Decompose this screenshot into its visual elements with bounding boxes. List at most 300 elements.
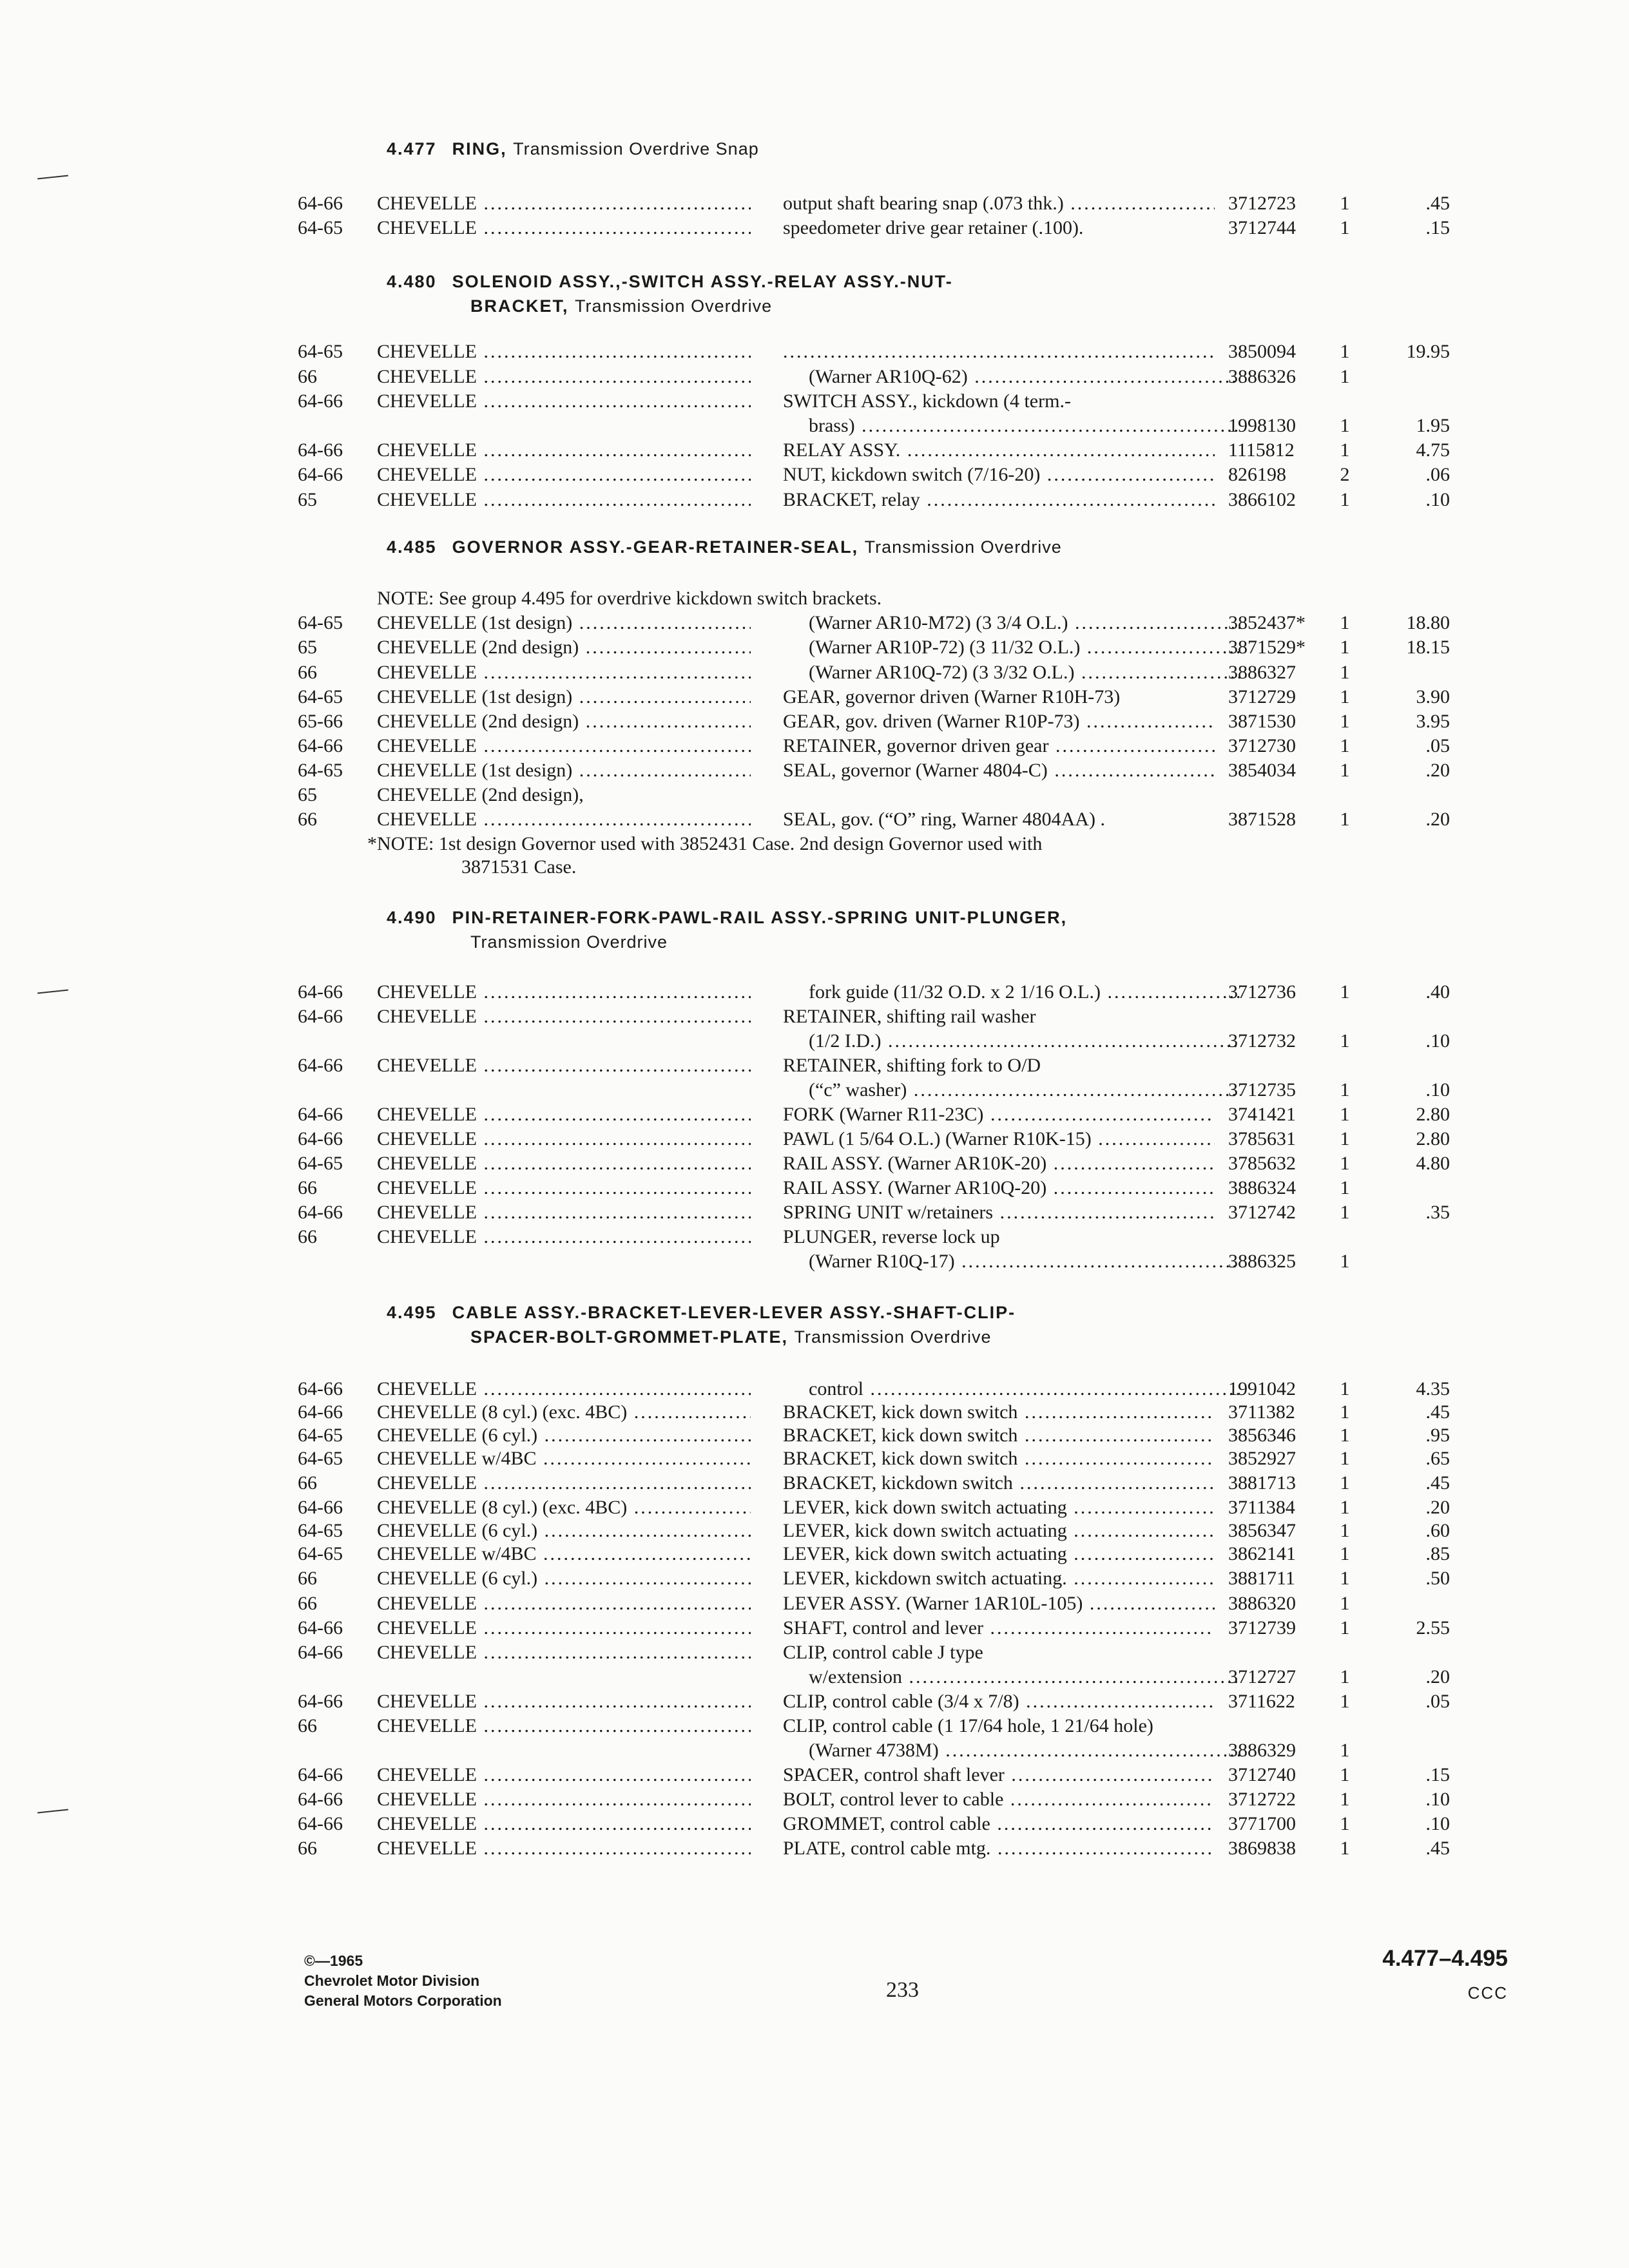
part-number: 3856347	[1228, 1520, 1296, 1541]
part-number: 3771700	[1228, 1813, 1296, 1834]
model: CHEVELLE .....	[377, 216, 751, 240]
description: SWITCH ASSY., kickdown (4 term.-	[783, 390, 1071, 412]
quantity: 1	[1340, 1030, 1350, 1052]
part-number: 3854034	[1228, 760, 1296, 781]
quantity: 1	[1340, 217, 1350, 238]
price: .40	[1425, 981, 1450, 1003]
year-range: 64-65	[298, 760, 343, 781]
part-row	[0, 1151, 1629, 1176]
part-number: 3711622	[1228, 1691, 1295, 1712]
division: Chevrolet Motor Division	[304, 1972, 480, 1989]
section-title	[387, 269, 1353, 318]
section-number: 4.495	[387, 1303, 437, 1322]
part-number: 3856346	[1228, 1425, 1296, 1446]
description: (Warner AR10P-72) (3 11/32 O.L.) .....	[783, 635, 1240, 660]
price: .65	[1425, 1448, 1450, 1469]
quantity: 1	[1340, 1789, 1350, 1810]
corporation: General Motors Corporation	[304, 1992, 502, 2009]
price: .15	[1425, 1764, 1450, 1785]
quantity: 1	[1340, 1153, 1350, 1174]
part-row	[0, 1836, 1629, 1861]
part-number: 3871528	[1228, 809, 1296, 830]
model: CHEVELLE .....	[377, 1053, 751, 1078]
part-number: 3712739	[1228, 1617, 1296, 1639]
price: .85	[1425, 1543, 1450, 1564]
description: CLIP, control cable (1 17/64 hole, 1 21/64 hole)	[783, 1715, 1153, 1736]
part-number: 3886324	[1228, 1177, 1296, 1198]
quantity: 1	[1340, 1813, 1350, 1834]
quantity: 1	[1340, 1764, 1350, 1785]
part-number: 3871530	[1228, 711, 1296, 732]
description: LEVER, kickdown switch actuating. .....	[783, 1566, 1215, 1591]
section-title	[387, 137, 1353, 161]
year-range: 64-65	[298, 1543, 343, 1564]
part-number: 3712744	[1228, 217, 1296, 238]
price: 18.80	[1406, 612, 1450, 633]
copyright: ©—1965	[304, 1952, 363, 1969]
part-row	[0, 1423, 1629, 1448]
year-range: 66	[298, 662, 317, 683]
price: .20	[1425, 1666, 1450, 1687]
description: RELAY ASSY. .....	[783, 438, 1215, 463]
price: 2.55	[1416, 1617, 1450, 1639]
description: (1/2 I.D.) .....	[783, 1029, 1240, 1053]
part-number: 3712730	[1228, 735, 1296, 756]
year-range: 64-66	[298, 1202, 343, 1223]
part-number: 3886329	[1228, 1740, 1296, 1761]
part-row	[0, 758, 1629, 783]
part-number: 3862141	[1228, 1543, 1296, 1564]
description: PLUNGER, reverse lock up	[783, 1226, 1000, 1247]
quantity: 1	[1340, 366, 1350, 387]
price: 18.15	[1406, 637, 1450, 658]
quantity: 1	[1340, 1497, 1350, 1518]
model: CHEVELLE .....	[377, 1127, 751, 1151]
part-row	[0, 660, 1629, 685]
model: CHEVELLE .....	[377, 1377, 751, 1401]
part-row	[0, 191, 1629, 216]
part-number: 3785632	[1228, 1153, 1296, 1174]
model: CHEVELLE (8 cyl.) (exc. 4BC) .....	[377, 1495, 751, 1520]
model: CHEVELLE w/4BC .....	[377, 1446, 751, 1471]
part-number: 3712735	[1228, 1079, 1296, 1100]
part-number: 3886320	[1228, 1593, 1296, 1614]
price: .45	[1425, 1838, 1450, 1859]
description: SPACER, control shaft lever .....	[783, 1763, 1215, 1787]
description: NUT, kickdown switch (7/16-20) .....	[783, 463, 1215, 487]
year-range: 65	[298, 489, 317, 510]
quantity: 1	[1340, 981, 1350, 1003]
model: CHEVELLE (6 cyl.) .....	[377, 1566, 751, 1591]
footnote-line: 3871531 Case.	[461, 856, 577, 878]
description: (“c” washer) .....	[783, 1078, 1240, 1102]
part-number: 3741421	[1228, 1104, 1296, 1125]
section-subheading: Transmission Overdrive Snap	[513, 139, 759, 159]
description: FORK (Warner R11-23C) .....	[783, 1102, 1215, 1127]
year-range: 64-66	[298, 1789, 343, 1810]
section-heading: RING,	[452, 139, 507, 159]
year-range: 66	[298, 366, 317, 387]
year-range: 66	[298, 1715, 317, 1736]
model: CHEVELLE .....	[377, 1787, 751, 1812]
part-number: 3711384	[1228, 1497, 1295, 1518]
year-range: 64-66	[298, 1764, 343, 1785]
price: .20	[1425, 1497, 1450, 1518]
quantity: 1	[1340, 1251, 1350, 1272]
description: SHAFT, control and lever .....	[783, 1616, 1215, 1640]
year-range: 66	[298, 809, 317, 830]
year-range: 64-66	[298, 1055, 343, 1076]
year-range: 64-66	[298, 1642, 343, 1663]
price: .10	[1425, 1789, 1450, 1810]
quantity: 1	[1340, 711, 1350, 732]
year-range: 65	[298, 637, 317, 658]
quantity: 1	[1340, 1202, 1350, 1223]
description: BRACKET, kick down switch .....	[783, 1423, 1215, 1448]
part-number: 3850094	[1228, 341, 1296, 362]
model: CHEVELLE .....	[377, 488, 751, 512]
section-subheading: Transmission Overdrive	[470, 932, 668, 952]
price: .15	[1425, 217, 1450, 238]
year-range: 64-66	[298, 1813, 343, 1834]
year-range: 66	[298, 1593, 317, 1614]
section-subheading: Transmission Overdrive	[575, 296, 773, 316]
quantity: 1	[1340, 1740, 1350, 1761]
part-number: 3886325	[1228, 1251, 1296, 1272]
part-row	[0, 1225, 1629, 1249]
part-row	[0, 488, 1629, 512]
year-range: 66	[298, 1226, 317, 1247]
year-range: 64-65	[298, 612, 343, 633]
year-range: 66	[298, 1838, 317, 1859]
description: LEVER, kick down switch actuating .....	[783, 1519, 1215, 1543]
part-number: 1115812	[1228, 439, 1295, 461]
description: (Warner 4738M) .....	[783, 1738, 1240, 1763]
part-row	[0, 1616, 1629, 1640]
price: 1.95	[1416, 415, 1450, 436]
part-number: 3886327	[1228, 662, 1296, 683]
part-row	[0, 340, 1629, 364]
quantity: 1	[1340, 439, 1350, 461]
quantity: 1	[1340, 1666, 1350, 1687]
model: CHEVELLE .....	[377, 1176, 751, 1200]
part-number: 3712740	[1228, 1764, 1296, 1785]
quantity: 1	[1340, 662, 1350, 683]
price: 3.95	[1416, 711, 1450, 732]
publisher-block	[304, 1951, 502, 2011]
part-row-cont	[0, 1078, 1629, 1102]
quantity: 1	[1340, 735, 1350, 756]
year-range: 64-66	[298, 1378, 343, 1399]
page-number: 233	[886, 1978, 919, 2002]
model: CHEVELLE .....	[377, 365, 751, 389]
quantity: 1	[1340, 1448, 1350, 1469]
description: LEVER ASSY. (Warner 1AR10L-105) .....	[783, 1591, 1215, 1616]
part-number: 3881711	[1228, 1568, 1295, 1589]
year-range: 65-66	[298, 711, 343, 732]
part-number: 3869838	[1228, 1838, 1296, 1859]
price: .60	[1425, 1520, 1450, 1541]
part-number: 3712736	[1228, 981, 1296, 1003]
part-row	[0, 1127, 1629, 1151]
model: CHEVELLE .....	[377, 1640, 751, 1665]
part-row	[0, 783, 1629, 807]
part-number: 3712722	[1228, 1789, 1296, 1810]
model: CHEVELLE .....	[377, 1836, 751, 1861]
quantity: 1	[1340, 1177, 1350, 1198]
section-number: 4.485	[387, 537, 437, 557]
quantity: 1	[1340, 637, 1350, 658]
quantity: 1	[1340, 1838, 1350, 1859]
description: (Warner AR10Q-62) .....	[783, 365, 1240, 389]
model: CHEVELLE .....	[377, 1004, 751, 1029]
model: CHEVELLE (1st design) .....	[377, 758, 751, 783]
description: SEAL, governor (Warner 4804-C) .....	[783, 758, 1215, 783]
year-range: 64-65	[298, 1425, 343, 1446]
year-range: 64-65	[298, 341, 343, 362]
part-row	[0, 1787, 1629, 1812]
quantity: 1	[1340, 193, 1350, 214]
part-row-cont	[0, 1665, 1629, 1689]
description: RETAINER, governor driven gear .....	[783, 734, 1215, 758]
year-range: 64-66	[298, 464, 343, 485]
part-row	[0, 1591, 1629, 1616]
description: PAWL (1 5/64 O.L.) (Warner R10K-15) .....	[783, 1127, 1215, 1151]
year-range: 65	[298, 784, 317, 805]
section-title	[387, 905, 1353, 954]
description: GEAR, gov. driven (Warner R10P-73) .....	[783, 709, 1215, 734]
quantity: 1	[1340, 1593, 1350, 1614]
part-number: 3852437*	[1228, 612, 1306, 633]
model: CHEVELLE .....	[377, 340, 751, 364]
quantity: 1	[1340, 1401, 1350, 1423]
part-row	[0, 1714, 1629, 1738]
description: LEVER, kick down switch actuating .....	[783, 1495, 1215, 1520]
year-range: 64-65	[298, 1520, 343, 1541]
part-number: 3711382	[1228, 1401, 1295, 1423]
description: brass) .....	[783, 414, 1240, 438]
quantity: 1	[1340, 612, 1350, 633]
part-number: 1998130	[1228, 415, 1296, 436]
year-range: 64-66	[298, 193, 343, 214]
year-range: 66	[298, 1568, 317, 1589]
description: RETAINER, shifting rail washer	[783, 1006, 1036, 1027]
price: 3.90	[1416, 686, 1450, 707]
section-heading: CABLE ASSY.-BRACKET-LEVER-LEVER ASSY.-SHAFT-CLIP-	[452, 1303, 1016, 1322]
section-heading-cont: BRACKET,	[470, 296, 569, 316]
part-number: 3712742	[1228, 1202, 1296, 1223]
part-number: 3852927	[1228, 1448, 1296, 1469]
quantity: 1	[1340, 489, 1350, 510]
model: CHEVELLE .....	[377, 438, 751, 463]
model: CHEVELLE (8 cyl.) (exc. 4BC) .....	[377, 1400, 751, 1425]
section-subheading: Transmission Overdrive	[794, 1327, 992, 1347]
part-row	[0, 1400, 1629, 1425]
quantity: 2	[1340, 464, 1350, 485]
description: LEVER, kick down switch actuating .....	[783, 1542, 1215, 1566]
model: CHEVELLE .....	[377, 1591, 751, 1616]
year-range: 64-66	[298, 1691, 343, 1712]
quantity: 1	[1340, 1543, 1350, 1564]
description: BRACKET, relay .....	[783, 488, 1215, 512]
quantity: 1	[1340, 341, 1350, 362]
section-heading-cont: SPACER-BOLT-GROMMET-PLATE,	[470, 1327, 788, 1347]
description: CLIP, control cable J type	[783, 1642, 983, 1663]
price: .05	[1425, 735, 1450, 756]
price: 2.80	[1416, 1104, 1450, 1125]
part-number: 3886326	[1228, 366, 1296, 387]
part-number: 3712723	[1228, 193, 1296, 214]
part-row-cont	[0, 414, 1629, 438]
price: 4.80	[1416, 1153, 1450, 1174]
model: CHEVELLE .....	[377, 191, 751, 216]
description: BRACKET, kick down switch .....	[783, 1400, 1215, 1425]
section-note: NOTE: See group 4.495 for overdrive kickdown switch brackets.	[377, 588, 882, 609]
year-range: 64-66	[298, 1401, 343, 1423]
description: w/extension .....	[783, 1665, 1240, 1689]
price: .45	[1425, 1472, 1450, 1494]
description: BRACKET, kick down switch .....	[783, 1446, 1215, 1471]
section-number: 4.477	[387, 139, 437, 159]
group-range: 4.477–4.495	[1382, 1946, 1508, 1971]
price: .35	[1425, 1202, 1450, 1223]
part-row	[0, 463, 1629, 487]
quantity: 1	[1340, 1128, 1350, 1149]
description	[783, 340, 1215, 364]
year-range: 64-66	[298, 1128, 343, 1149]
price: .10	[1425, 489, 1450, 510]
model: CHEVELLE (2nd design) .....	[377, 635, 751, 660]
part-row-cont	[0, 1029, 1629, 1053]
part-number: 3871529*	[1228, 637, 1306, 658]
part-row	[0, 365, 1629, 389]
part-row	[0, 980, 1629, 1004]
part-row-cont	[0, 1738, 1629, 1763]
price: .45	[1425, 1401, 1450, 1423]
description: RAIL ASSY. (Warner AR10Q-20) .....	[783, 1176, 1215, 1200]
model: CHEVELLE (1st design) .....	[377, 611, 751, 635]
part-row	[0, 438, 1629, 463]
part-row	[0, 1053, 1629, 1078]
year-range: 64-66	[298, 1497, 343, 1518]
model: CHEVELLE .....	[377, 1200, 751, 1225]
model: CHEVELLE .....	[377, 807, 751, 832]
price: .10	[1425, 1030, 1450, 1052]
part-row	[0, 216, 1629, 240]
year-range: 64-66	[298, 981, 343, 1003]
price: 19.95	[1406, 341, 1450, 362]
price: .20	[1425, 760, 1450, 781]
year-range: 64-65	[298, 686, 343, 707]
part-row	[0, 1689, 1629, 1714]
quantity: 1	[1340, 1691, 1350, 1712]
year-range: 64-66	[298, 390, 343, 412]
model: CHEVELLE (2nd design),	[377, 784, 584, 805]
part-row	[0, 1495, 1629, 1520]
description: output shaft bearing snap (.073 thk.) .....	[783, 191, 1215, 216]
part-row	[0, 1102, 1629, 1127]
price: .06	[1425, 464, 1450, 485]
description: BOLT, control lever to cable .....	[783, 1787, 1215, 1812]
price: 2.80	[1416, 1128, 1450, 1149]
part-number: 3785631	[1228, 1128, 1296, 1149]
year-range: 64-66	[298, 439, 343, 461]
description: GROMMET, control cable .....	[783, 1812, 1215, 1836]
model: CHEVELLE .....	[377, 1102, 751, 1127]
year-range: 64-65	[298, 217, 343, 238]
model: CHEVELLE .....	[377, 1225, 751, 1249]
section-footnote	[367, 832, 1334, 879]
part-row	[0, 734, 1629, 758]
price: .95	[1425, 1425, 1450, 1446]
part-row	[0, 685, 1629, 709]
quantity: 1	[1340, 1104, 1350, 1125]
model: CHEVELLE (6 cyl.) .....	[377, 1423, 751, 1448]
year-range: 64-66	[298, 1104, 343, 1125]
price: .10	[1425, 1079, 1450, 1100]
part-number: 826198	[1228, 464, 1286, 485]
part-number: 3712732	[1228, 1030, 1296, 1052]
description: GEAR, governor driven (Warner R10H-73)	[783, 686, 1121, 707]
footnote-line: *NOTE: 1st design Governor used with 3852431 Case. 2nd design Governor used with	[367, 833, 1043, 854]
model: CHEVELLE .....	[377, 1471, 751, 1495]
part-row	[0, 1640, 1629, 1665]
part-row	[0, 709, 1629, 734]
description: SPRING UNIT w/retainers .....	[783, 1200, 1215, 1225]
part-row	[0, 611, 1629, 635]
part-row	[0, 1519, 1629, 1543]
description: control .....	[783, 1377, 1240, 1401]
model: CHEVELLE .....	[377, 1812, 751, 1836]
part-row	[0, 1566, 1629, 1591]
description: (Warner AR10-M72) (3 3/4 O.L.) .....	[783, 611, 1240, 635]
model: CHEVELLE w/4BC .....	[377, 1542, 751, 1566]
description: fork guide (11/32 O.D. x 2 1/16 O.L.) .....	[783, 980, 1240, 1004]
section-heading: PIN-RETAINER-FORK-PAWL-RAIL ASSY.-SPRING UNIT-PLUNGER,	[452, 908, 1068, 927]
section-heading: SOLENOID ASSY.,-SWITCH ASSY.-RELAY ASSY.-NUT-	[452, 272, 953, 291]
quantity: 1	[1340, 760, 1350, 781]
part-row	[0, 1763, 1629, 1787]
part-number: 1991042	[1228, 1378, 1296, 1399]
price: .05	[1425, 1691, 1450, 1712]
part-number: 3712729	[1228, 686, 1296, 707]
model: CHEVELLE .....	[377, 1689, 751, 1714]
description: speedometer drive gear retainer (.100).	[783, 217, 1084, 238]
year-range: 64-65	[298, 1448, 343, 1469]
description: (Warner R10Q-17) .....	[783, 1249, 1240, 1274]
margin-mark	[37, 175, 68, 179]
part-number: 3866102	[1228, 489, 1296, 510]
part-row-cont	[0, 1249, 1629, 1274]
quantity: 1	[1340, 686, 1350, 707]
part-row	[0, 1542, 1629, 1566]
model: CHEVELLE .....	[377, 734, 751, 758]
price: 4.75	[1416, 439, 1450, 461]
model: CHEVELLE (1st design) .....	[377, 685, 751, 709]
section-number: 4.490	[387, 908, 437, 927]
part-row	[0, 635, 1629, 660]
description: RETAINER, shifting fork to O/D	[783, 1055, 1041, 1076]
quantity: 1	[1340, 415, 1350, 436]
section-title	[387, 1300, 1353, 1349]
model: CHEVELLE .....	[377, 1763, 751, 1787]
model: CHEVELLE .....	[377, 1714, 751, 1738]
description: SEAL, gov. (“O” ring, Warner 4804AA) .	[783, 809, 1105, 830]
price: .10	[1425, 1813, 1450, 1834]
part-row	[0, 389, 1629, 414]
quantity: 1	[1340, 1472, 1350, 1494]
part-row	[0, 1004, 1629, 1029]
